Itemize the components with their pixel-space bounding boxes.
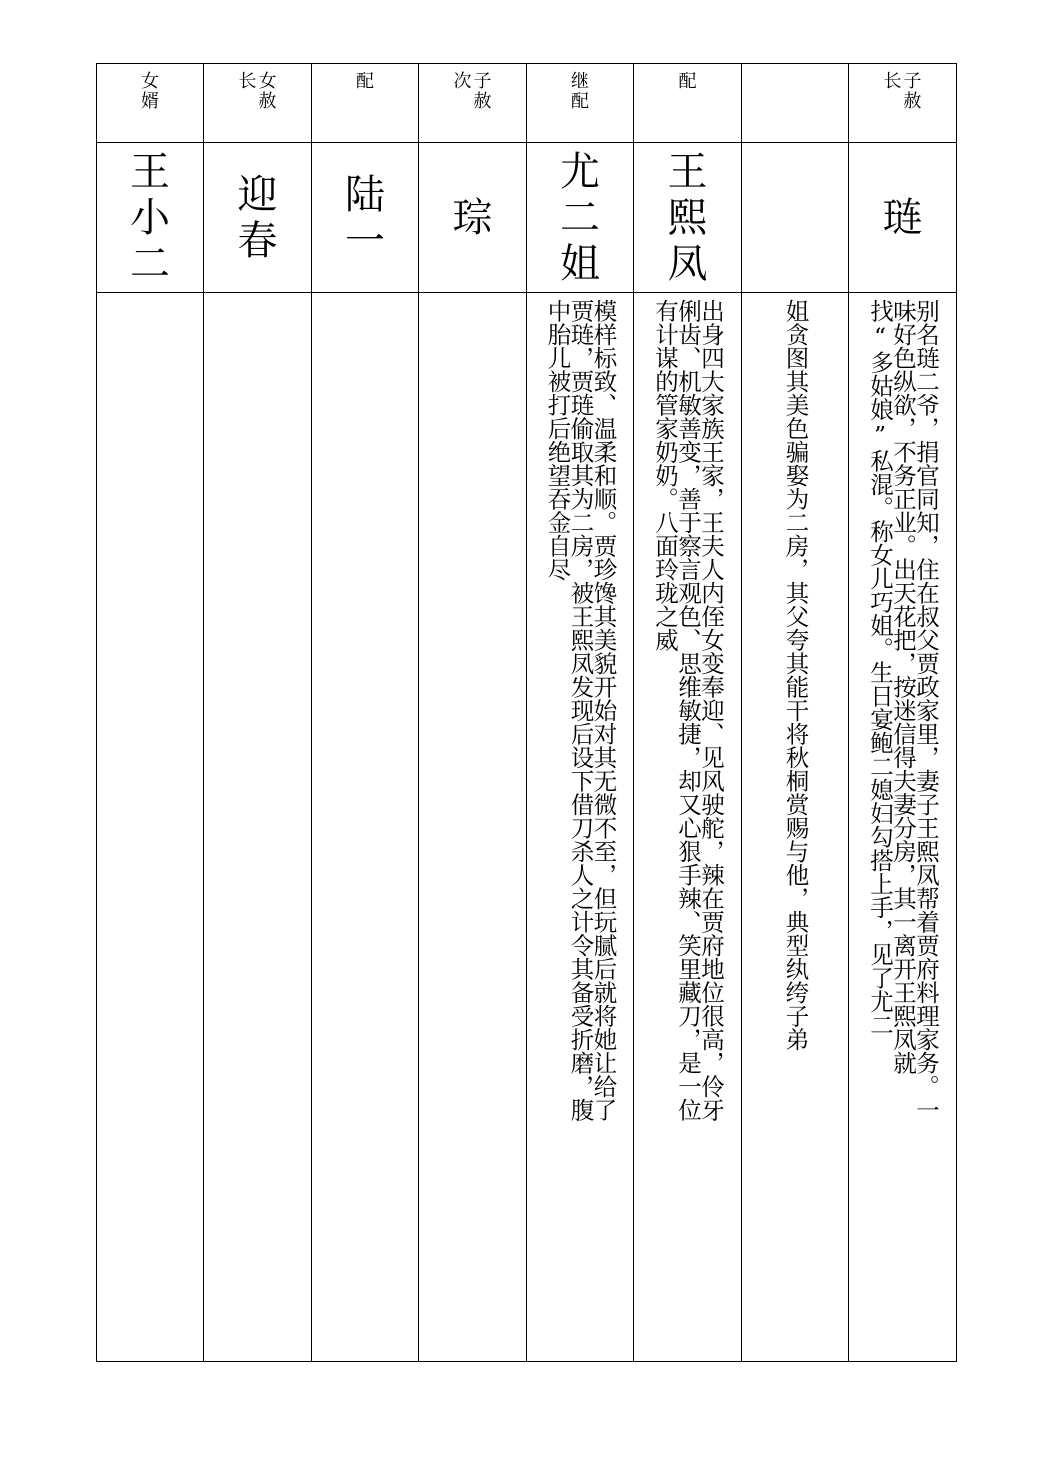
role-cell-7 [742, 64, 849, 143]
role-cell-2 [204, 64, 312, 143]
genealogy-table [96, 63, 957, 1362]
person-description: 模样标致、温柔和顺。贾珍馋其美貌开始对其无微不至，但玩腻后就将她让给了贾琏，贾琏偷取其为二房，被王熙凤发现后设下借刀杀人之计令其备受折磨，腹中胎儿被打后绝望吞金自尽 [543, 299, 618, 1122]
name-cell-1 [97, 143, 204, 293]
role-row [97, 64, 957, 143]
person-name: 王 熙 凤 [667, 148, 708, 287]
role-text: 子 赦 次 [453, 71, 492, 112]
name-row [97, 143, 957, 293]
desc-cell-5 [527, 293, 634, 1362]
name-cell-3 [312, 143, 419, 293]
person-description: 姐贪图其美色骗娶为二房，其父夸其能干将秋桐赏赐与他，典型纨绔子弟 [781, 299, 810, 1051]
role-cell-5 [527, 64, 634, 143]
desc-cell-7 [742, 293, 849, 1362]
desc-cell-3 [312, 293, 419, 1362]
person-name: 琮 [452, 194, 493, 241]
role-cell-3 [312, 64, 419, 143]
role-cell-6 [634, 64, 742, 143]
desc-cell-1 [97, 293, 204, 1362]
role-cell-4 [419, 64, 527, 143]
role-text: 女 赦 长 [238, 71, 277, 112]
person-name: 琏 [882, 194, 923, 241]
desc-cell-6 [634, 293, 742, 1362]
name-cell-2 [204, 143, 312, 293]
description-row [97, 293, 957, 1362]
desc-cell-4 [419, 293, 527, 1362]
desc-cell-2 [204, 293, 312, 1362]
person-description: 别名琏二爷，捐官同知，住在叔父贾政家里，妻子王熙凤帮着贾府料理家务。一味好色纵欲，不务正业。出天花把，按迷信得夫妻分房，其一离开王熙凤就找“多姑娘”私混。称女儿巧姐。生日宴鲍二媳妇勾搭上手，见了尤二 [866, 299, 940, 1122]
name-cell-4 [419, 143, 527, 293]
name-cell-7 [742, 143, 849, 293]
person-name: 陆 一 [345, 171, 385, 264]
name-cell-6 [634, 143, 742, 293]
role-cell-1 [97, 64, 204, 143]
role-text: 配 [356, 71, 374, 92]
role-text: 配 [678, 71, 697, 92]
name-cell-8 [849, 143, 957, 293]
role-cell-8 [849, 64, 957, 143]
person-description: 出身四大家族王家，王夫人内侄女变奉迎、见风驶舵，辣在贾府地位很高，伶牙俐齿、机敏善变，善于察言观色、思维敏捷，却又心狠手辣、笑里藏刀，是一位有计谋的管家奶奶。八面玲珑之威 [651, 299, 725, 1122]
person-name: 迎 春 [237, 171, 278, 264]
role-text: 继 配 [571, 71, 589, 112]
role-text: 女 婿 [141, 71, 159, 112]
person-name: 尤 二 姐 [560, 148, 600, 287]
role-text: 子 赦 长 [883, 71, 922, 112]
desc-cell-8 [849, 293, 957, 1362]
name-cell-5 [527, 143, 634, 293]
person-name: 王 小 二 [130, 148, 170, 287]
